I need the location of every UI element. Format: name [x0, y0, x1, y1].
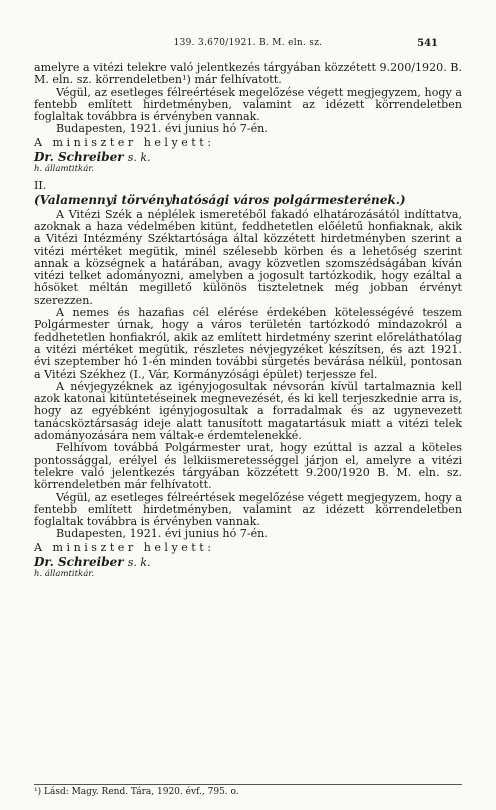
section-title: (Valamennyi törvényhatósági város polgármesterének.): [34, 193, 406, 208]
signature-suffix: s. k.: [127, 555, 151, 569]
signature-suffix: s. k.: [127, 151, 151, 165]
paragraph: Végül, az esetleges félreértések megelőzése végett megjegyzem, hogy a fentebb említett hirdetményben, valamint az idézett körrendeletben foglaltak továbbra is érvényben vannak.: [34, 85, 462, 124]
date-line: Budapesten, 1921. évi junius hó 7-én.: [56, 527, 268, 541]
signoff: A miniszter helyett:: [34, 135, 215, 149]
signature-title: h. államtitkár.: [34, 568, 95, 579]
signature-name: Dr. Schreiber: [34, 150, 124, 165]
signature-name: Dr. Schreiber: [34, 554, 124, 569]
signoff: A miniszter helyett:: [34, 540, 215, 554]
paragraph: A névjegyzéknek az igényjogosultak névsorán kívül tartalmaznia kell azok katonai kitüntetéseinek megnevezését, és ki kell terjeszkednie arra is, hogy az egyébként igényjogosultak a forradalmak és az ugynevezett tanácsköztársaság ideje alatt tanusított magatartásuk miatt a vitézi telek adományozására nem váltak-e érdemtelenekké.: [34, 379, 462, 443]
signature: [34, 151, 438, 164]
paragraph: A Vitézi Szék a néplélek ismeretéből fakadó elhatározásától indíttatva, azoknak a haza védelmében kitünt, feddhetetlen előéletű honfiaknak, akik a Vitézi Intézmény Széktartósága által közzétett hirdetményben szerint a vitézi mértéket megütik, minél szélesebb körben és a lehetőség szerint annak a községnek a határában, avagy közvetlen szomszédságában kíván vitézi telket adományozni, amelyben a jogosult tartózkodik, hogy ezáltal a hősöket méltán megillető különös tiszteletnek még jobban érvényt szerezzen.: [34, 207, 462, 307]
date-line: Budapesten, 1921. évi junius hó 7-én.: [56, 122, 268, 136]
footnote: ¹) Lásd: Magy. Rend. Tára, 1920. évf., 795. o.: [34, 784, 462, 798]
header-citation: 139. 3.670/1921. B. M. eln. sz.: [173, 38, 323, 48]
document-body: [34, 62, 462, 579]
signature-title: h. államtitkár.: [34, 164, 95, 175]
page-number: 541: [417, 38, 438, 49]
signature: [34, 556, 438, 569]
paragraph: amelyre a vitézi telekre való jelentkezés tárgyában közzétett 9.200/1920. B. M. eln. sz. körrendeletben¹) már felhívatott.: [34, 61, 462, 87]
section-numeral: II.: [34, 179, 47, 193]
paragraph: Végül, az esetleges félreértések megelőzése végett megjegyzem, hogy a fentebb említett hirdetményben, valamint az idézett körrendeletben foglaltak továbbra is érvényben vannak.: [34, 490, 462, 529]
paragraph: A nemes és hazafias cél elérése érdekében kötelességévé teszem Polgármester úrnak, hogy a város területén tartózkodó mindazokról a feddhetetlen honfiakról, akik az említett hirdetmény szerint előreláthatólag a vitézi mértéket megütik, részletes névjegyzéket készítsen, és azt 1921. évi szeptember hó 1-én minden további sürgetés bevárása nélkül, pontosan a Vitézi Székhez (I., Vár, Kormányzósági épület) terjessze fel.: [34, 306, 462, 381]
running-header: [0, 38, 496, 52]
paragraph: Felhívom továbbá Polgármester urat, hogy ezúttal is azzal a köteles pontossággal, erélyel és lelkiismeretességgel járjon el, amelyre a vitézi telekre való jelentkezés tárgyában közzétett 9.200/1920 B. M. eln. sz. körrendeletben már felhívatott.: [34, 441, 462, 492]
